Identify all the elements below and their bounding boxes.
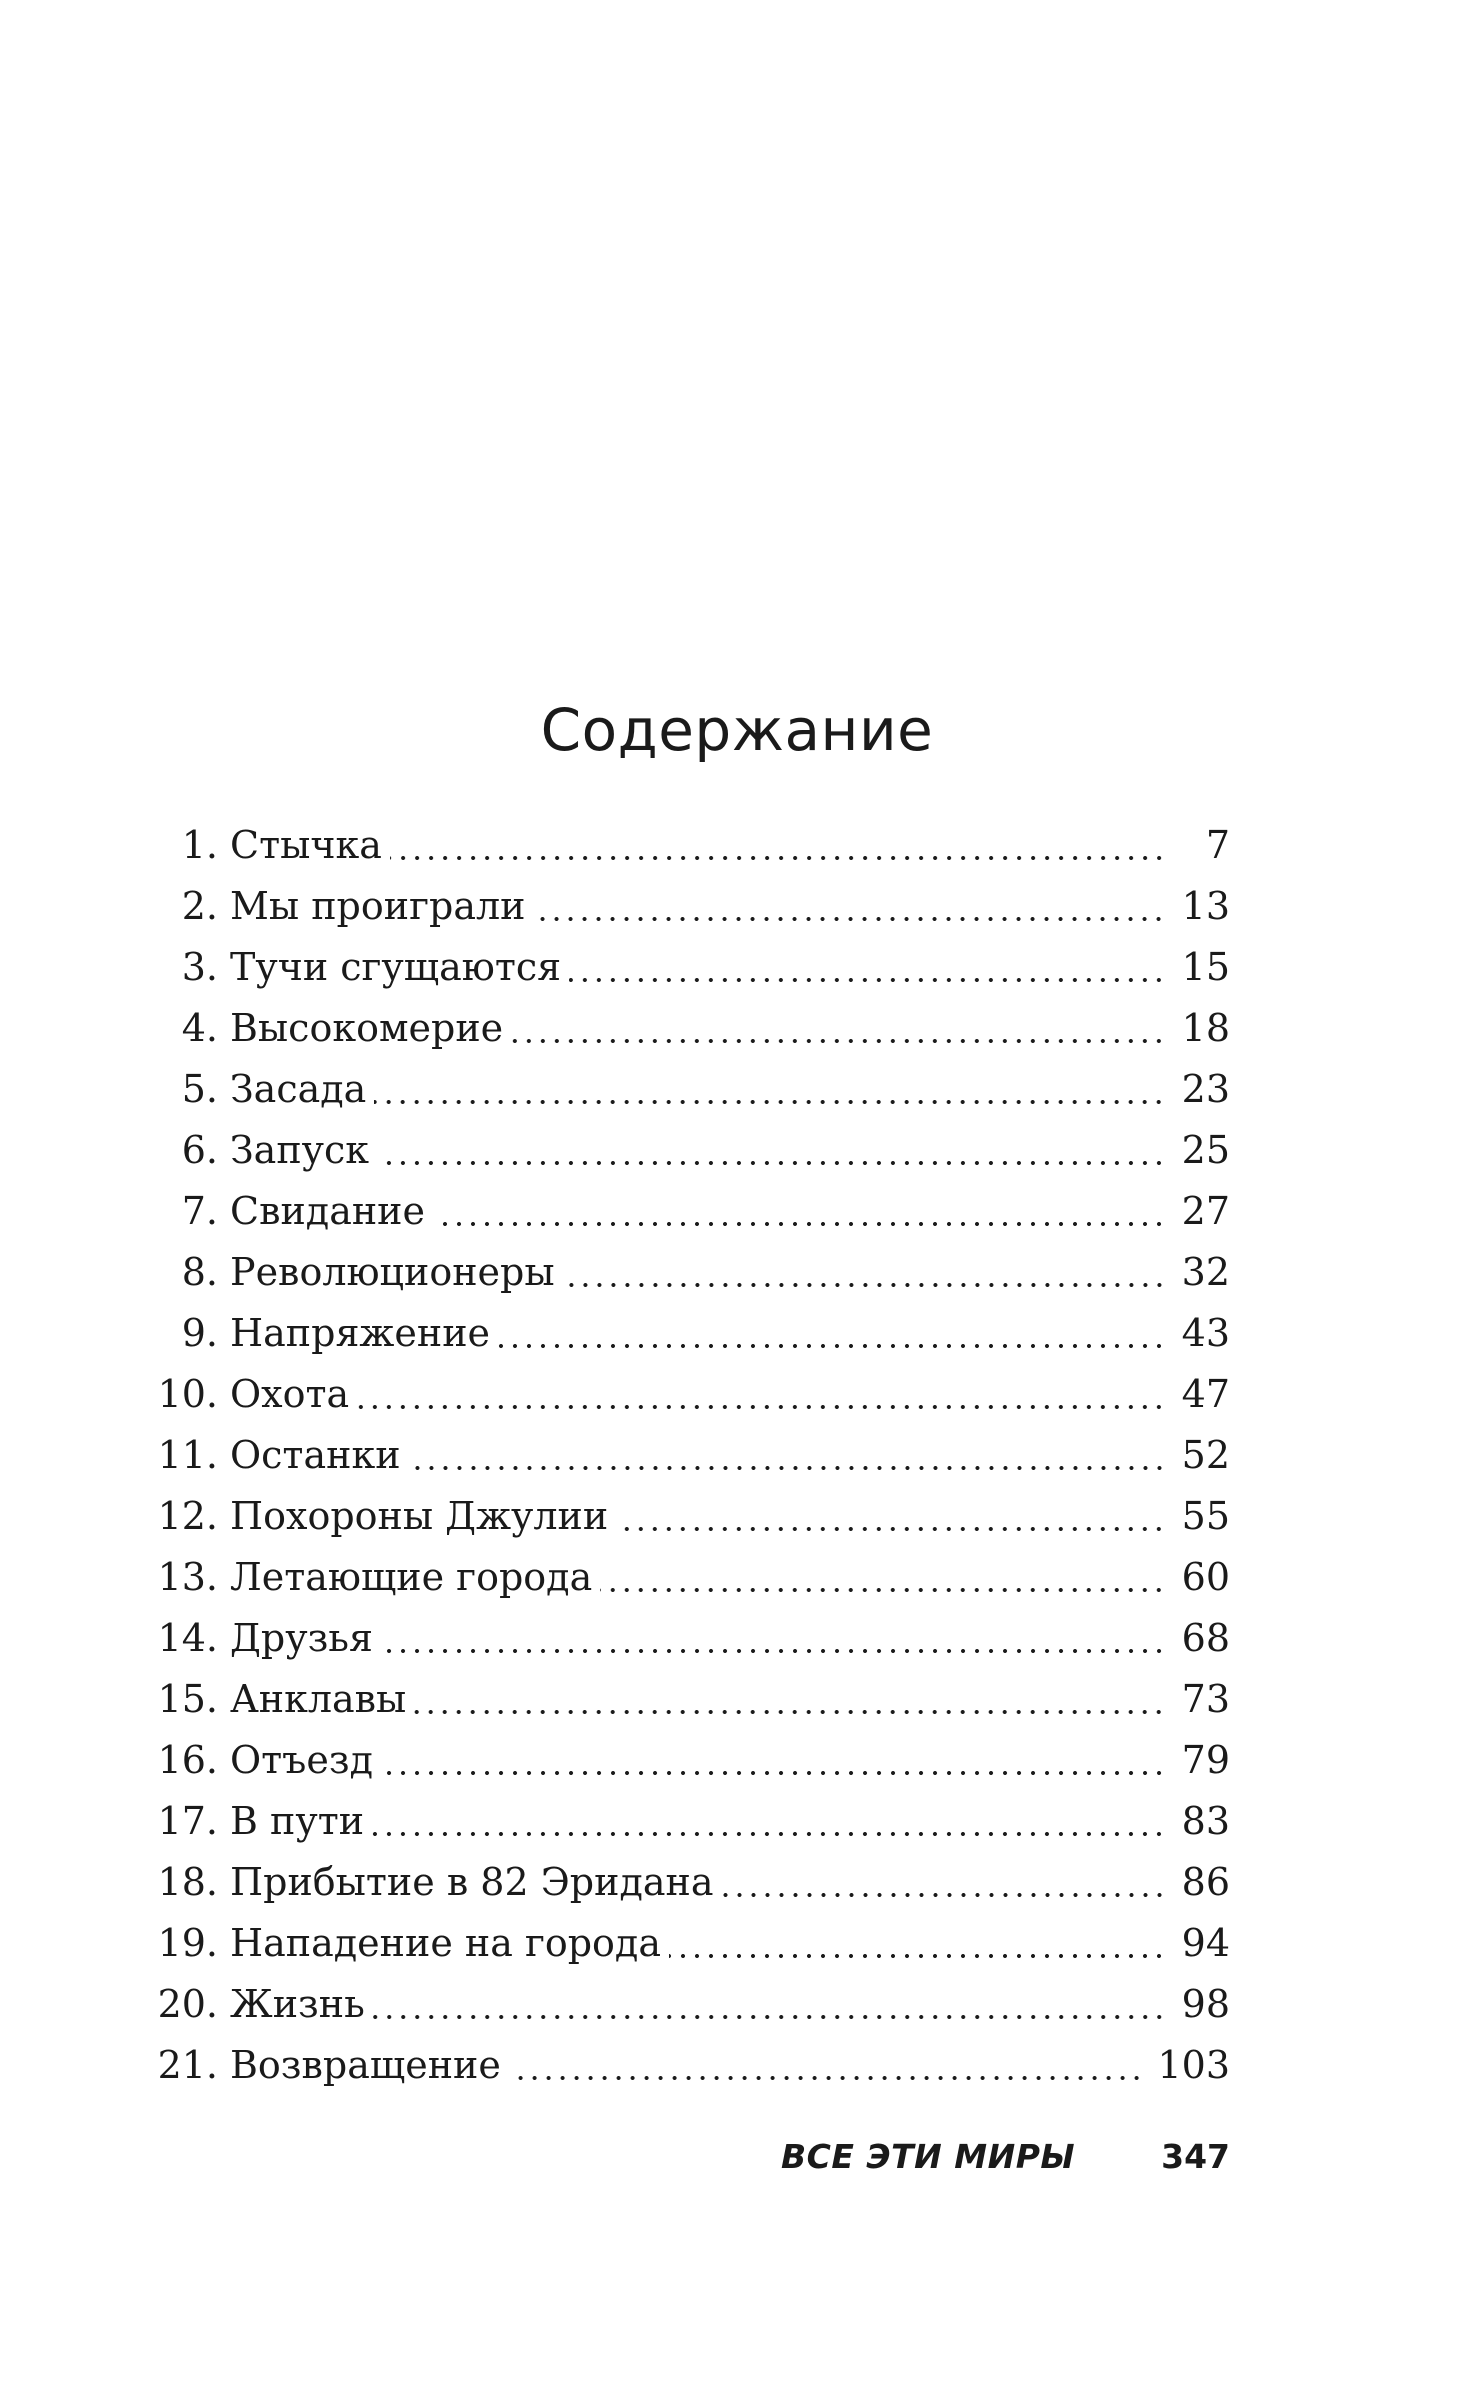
toc-entry-number: 13. [157,1555,218,1599]
toc-entry-page: 103 [1157,2043,1230,2087]
dot-leader [511,998,1172,1059]
page-title: Содержание [540,696,934,764]
dot-leader [381,1730,1172,1791]
toc-entry-number: 17. [157,1799,218,1843]
toc-entry-title: Анклавы [230,1677,407,1721]
toc-entry-number: 16. [157,1738,218,1782]
toc-entry-page: 79 [1181,1738,1230,1782]
toc-entry-page: 25 [1181,1128,1230,1172]
toc-entry-title: Засада [230,1067,367,1111]
toc-entry [138,2035,1230,2096]
toc-entry-title: Мы проиграли [230,884,526,928]
toc-entry-number: 15. [157,1677,218,1721]
toc-entry [138,1120,1230,1181]
toc-entry-title: Революционеры [230,1250,555,1294]
toc-entry [138,937,1230,998]
page-number: 347 [1161,2137,1230,2176]
toc-entry-page: 98 [1181,1982,1230,2026]
toc-entry-title: Прибытие в 82 Эридана [230,1860,714,1904]
toc-entry [138,876,1230,937]
dot-leader [509,2035,1150,2096]
dot-leader [563,1242,1172,1303]
toc-entry-number: 7. [181,1189,218,1233]
toc-entry-page: 43 [1181,1311,1230,1355]
toc-entry-title: Друзья [230,1616,373,1660]
dot-leader [616,1486,1172,1547]
toc-entry [138,1730,1230,1791]
toc-entry-number: 9. [181,1311,218,1355]
toc-entry-title: Свидание [230,1189,425,1233]
dot-leader [377,1120,1172,1181]
toc-entry-page: 7 [1205,823,1230,867]
toc-entry-number: 11. [157,1433,218,1477]
toc-entry-title: Летающие города [230,1555,593,1599]
toc-entry-number: 19. [157,1921,218,1965]
toc-entry [138,1608,1230,1669]
toc-entry-page: 94 [1181,1921,1230,1965]
toc-entry-title: Тучи сгущаются [230,945,562,989]
dot-leader [373,1974,1172,2035]
toc-entry-title: Охота [230,1372,350,1416]
toc-entry-title: Нападение на города [230,1921,661,1965]
dot-leader [722,1852,1173,1913]
toc-entry-page: 52 [1181,1433,1230,1477]
toc-entry [138,1364,1230,1425]
toc-entry-page: 47 [1181,1372,1230,1416]
toc-entry-number: 4. [181,1006,218,1050]
dot-leader [433,1181,1172,1242]
dot-leader [669,1913,1172,1974]
toc-entry-page: 13 [1181,884,1230,928]
toc-entry [138,1791,1230,1852]
table-of-contents [138,815,1230,2096]
toc-entry-page: 32 [1181,1250,1230,1294]
dot-leader [381,1608,1172,1669]
toc-entry [138,1242,1230,1303]
toc-entry-page: 86 [1181,1860,1230,1904]
toc-entry [138,998,1230,1059]
toc-entry [138,1059,1230,1120]
dot-leader [600,1547,1172,1608]
toc-entry-title: Жизнь [230,1982,365,2026]
toc-entry-title: Стычка [230,823,382,867]
toc-entry-page: 83 [1181,1799,1230,1843]
toc-entry [138,1852,1230,1913]
toc-entry-page: 27 [1181,1189,1230,1233]
toc-entry-number: 20. [157,1982,218,2026]
toc-entry-title: Запуск [230,1128,370,1172]
toc-entry-number: 8. [181,1250,218,1294]
toc-entry-number: 21. [157,2043,218,2087]
toc-entry-page: 18 [1181,1006,1230,1050]
toc-entry [138,1425,1230,1486]
toc-entry-title: Высокомерие [230,1006,504,1050]
dot-leader [498,1303,1172,1364]
toc-entry [138,815,1230,876]
toc-entry-page: 60 [1181,1555,1230,1599]
toc-entry-title: Похороны Джулии [230,1494,609,1538]
toc-entry-number: 12. [157,1494,218,1538]
toc-entry [138,1486,1230,1547]
toc-entry-page: 55 [1181,1494,1230,1538]
dot-leader [372,1791,1172,1852]
dot-leader [414,1669,1172,1730]
toc-entry-title: В пути [230,1799,365,1843]
dot-leader [409,1425,1172,1486]
toc-entry-title: Останки [230,1433,401,1477]
toc-entry-page: 15 [1181,945,1230,989]
toc-entry [138,1974,1230,2035]
toc-entry-page: 23 [1181,1067,1230,1111]
toc-entry-number: 5. [181,1067,218,1111]
toc-entry [138,1669,1230,1730]
running-footer [700,2134,1230,2180]
toc-entry [138,1547,1230,1608]
toc-entry-number: 14. [157,1616,218,1660]
dot-leader [569,937,1172,998]
toc-entry-number: 18. [157,1860,218,1904]
toc-entry-number: 10. [157,1372,218,1416]
dot-leader [390,815,1172,876]
toc-entry-number: 2. [181,884,218,928]
toc-entry-title: Отъезд [230,1738,373,1782]
toc-entry [138,1303,1230,1364]
toc-entry [138,1181,1230,1242]
toc-entry-number: 1. [181,823,218,867]
toc-entry-title: Возвращение [230,2043,501,2087]
toc-entry-page: 68 [1181,1616,1230,1660]
toc-entry-page: 73 [1181,1677,1230,1721]
toc-entry-number: 3. [181,945,218,989]
dot-leader [533,876,1172,937]
book-title: ВСЕ ЭТИ МИРЫ [781,2137,1076,2176]
dot-leader [374,1059,1172,1120]
dot-leader [357,1364,1172,1425]
toc-entry-number: 6. [181,1128,218,1172]
toc-entry-title: Напряжение [230,1311,491,1355]
toc-entry [138,1913,1230,1974]
